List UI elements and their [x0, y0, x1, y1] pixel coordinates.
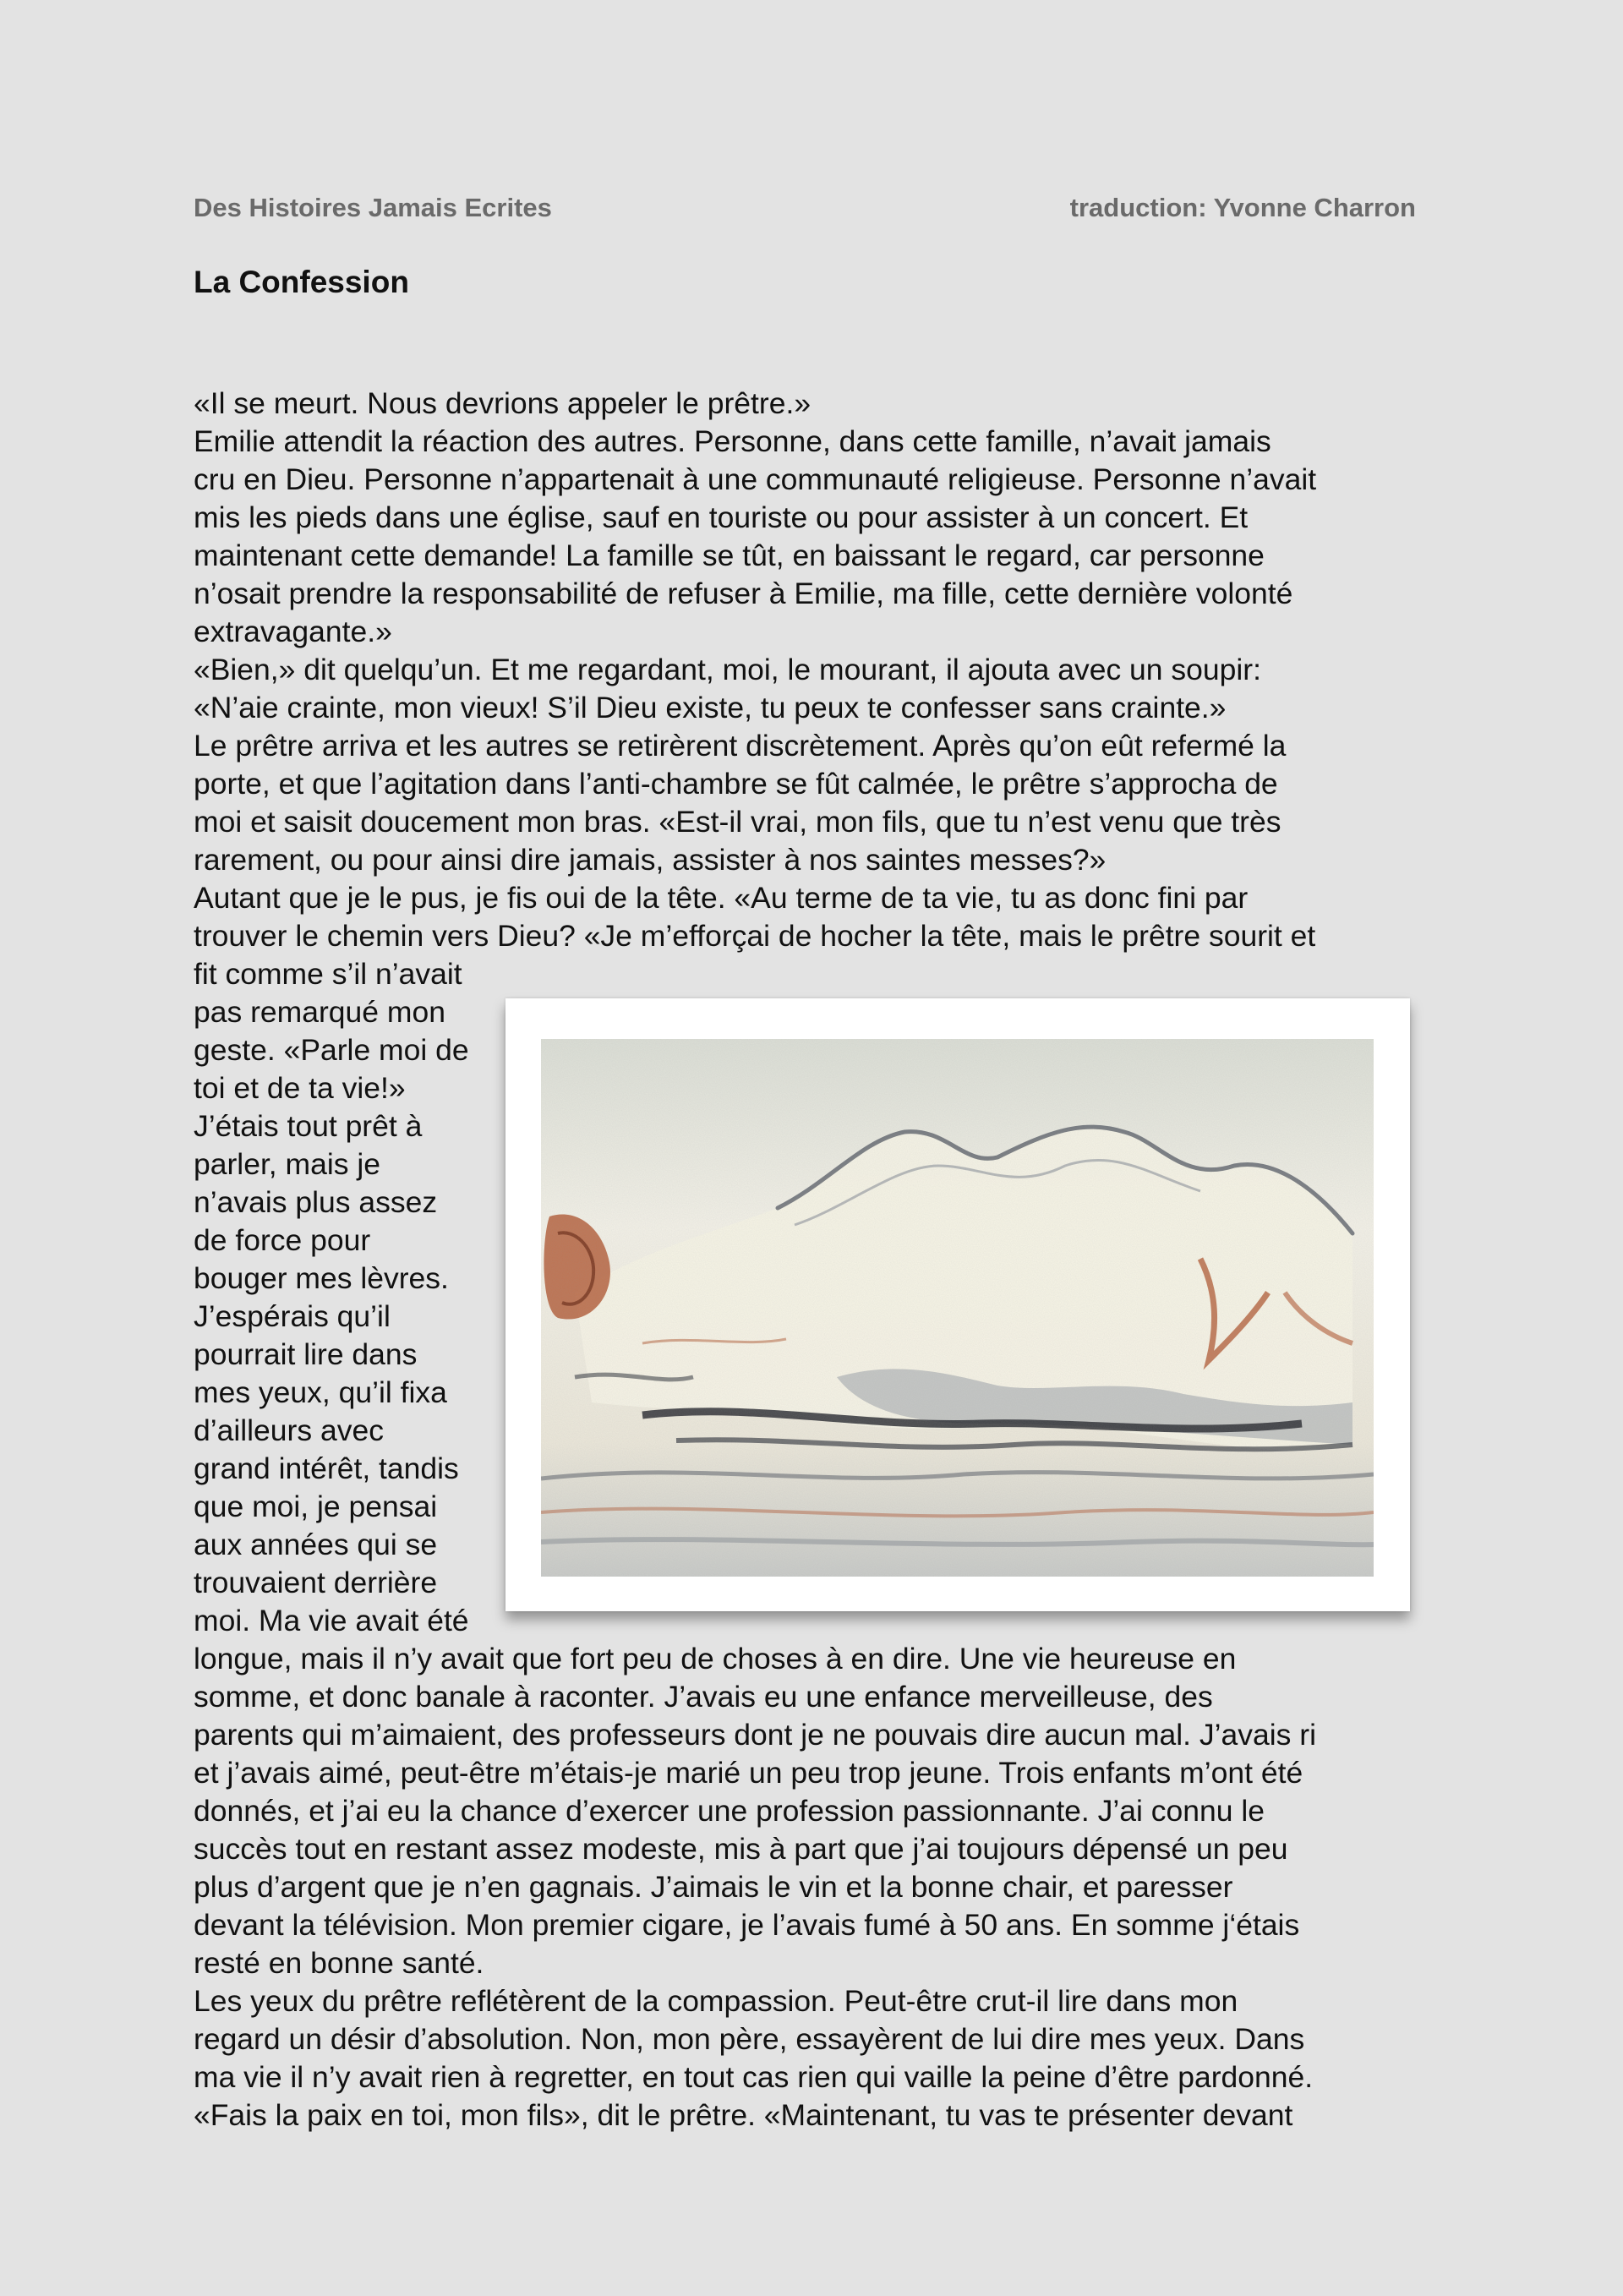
text-line: «Bien,» dit quelqu’un. Et me regardant, moi, le mourant, il ajouta avec un soupir: — [194, 653, 1261, 686]
text-line: Le prêtre arriva et les autres se retirèrent discrètement. Après qu’on eût refermé la — [194, 729, 1287, 763]
text-line: ma vie il n’y avait rien à regretter, en tout cas rien qui vaille la peine d’être pardonné. — [194, 2060, 1314, 2094]
text-line: fit comme s’il n’avait — [194, 957, 462, 991]
text-line: maintenant cette demande! La famille se tût, en baissant le regard, car personne — [194, 538, 1265, 572]
text-line: mes yeux, qu’il fixa — [194, 1375, 447, 1409]
text-line: moi et saisit doucement mon bras. «Est-il vrai, mon fils, que tu n’est venu que très — [194, 805, 1281, 839]
text-line: resté en bonne santé. — [194, 1946, 484, 1980]
text-line: que moi, je pensai — [194, 1490, 438, 1523]
story-text-top — [194, 385, 1428, 955]
story-text-bottom — [194, 1640, 1436, 2135]
text-line: moi. Ma vie avait été — [194, 1604, 469, 1637]
text-line: devant la télévision. Mon premier cigare, je l’avais fumé à 50 ans. En somme j‘étais — [194, 1908, 1300, 1942]
text-line: trouver le chemin vers Dieu? «Je m’efforçai de hocher la tête, mais le prêtre sourit et — [194, 919, 1316, 953]
text-line: regard un désir d’absolution. Non, mon père, essayèrent de lui dire mes yeux. Dans — [194, 2022, 1305, 2056]
text-line: d’ailleurs avec — [194, 1413, 384, 1447]
text-line: parler, mais je — [194, 1147, 380, 1181]
text-line: de force pour — [194, 1223, 371, 1257]
pastel-drawing-icon — [541, 1039, 1374, 1577]
text-line: n’osait prendre la responsabilité de refuser à Emilie, ma fille, cette dernière volonté — [194, 577, 1293, 610]
page-header — [194, 193, 1416, 223]
text-line: pourrait lire dans — [194, 1337, 418, 1371]
text-line: «Il se meurt. Nous devrions appeler le prêtre.» — [194, 386, 812, 420]
text-line: cru en Dieu. Personne n’appartenait à une communauté religieuse. Personne n’avait — [194, 462, 1317, 496]
text-line: J’étais tout prêt à — [194, 1109, 423, 1143]
text-line: trouvaient derrière — [194, 1566, 438, 1599]
text-line: porte, et que l’agitation dans l’anti-chambre se fût calmée, le prêtre s’approcha de — [194, 767, 1278, 801]
translator-credit: traduction: Yvonne Charron — [1069, 193, 1416, 222]
text-line: «Fais la paix en toi, mon fils», dit le prêtre. «Maintenant, tu vas te présenter devant — [194, 2098, 1293, 2132]
illustration-frame — [505, 998, 1410, 1611]
text-line: parents qui m’aimaient, des professeurs dont je ne pouvais dire aucun mal. J’avais ri — [194, 1718, 1316, 1752]
text-line: pas remarqué mon — [194, 995, 445, 1029]
text-line: n’avais plus assez — [194, 1185, 438, 1219]
text-line: geste. «Parle moi de — [194, 1033, 469, 1067]
text-line: extravagante.» — [194, 615, 392, 648]
text-line: somme, et donc banale à raconter. J’avais eu une enfance merveilleuse, des — [194, 1680, 1213, 1714]
story-text-wrapped — [194, 955, 515, 1640]
book-title: Des Histoires Jamais Ecrites — [194, 193, 552, 222]
text-line: grand intérêt, tandis — [194, 1451, 459, 1485]
text-line: mis les pieds dans une église, sauf en touriste ou pour assister à un concert. Et — [194, 500, 1249, 534]
text-line: bouger mes lèvres. — [194, 1261, 449, 1295]
text-line: succès tout en restant assez modeste, mis à part que j’ai toujours dépensé un peu — [194, 1832, 1288, 1866]
text-line: plus d’argent que je n’en gagnais. J’aimais le vin et la bonne chair, et paresser — [194, 1870, 1233, 1904]
text-line: et j’avais aimé, peut-être m’étais-je marié un peu trop jeune. Trois enfants m’ont été — [194, 1756, 1303, 1790]
text-line: «N’aie crainte, mon vieux! S’il Dieu existe, tu peux te confesser sans crainte.» — [194, 691, 1227, 724]
story-title: La Confession — [194, 265, 409, 299]
text-line: rarement, ou pour ainsi dire jamais, assister à nos saintes messes?» — [194, 843, 1107, 877]
text-line: longue, mais il n’y avait que fort peu de choses à en dire. Une vie heureuse en — [194, 1642, 1237, 1676]
text-line: toi et de ta vie!» — [194, 1071, 406, 1105]
text-line: Autant que je le pus, je fis oui de la tête. «Au terme de ta vie, tu as donc fini par — [194, 881, 1249, 915]
text-line: aux années qui se — [194, 1528, 438, 1561]
text-line: J’espérais qu’il — [194, 1299, 391, 1333]
text-line: Emilie attendit la réaction des autres. Personne, dans cette famille, n’avait jamais — [194, 424, 1271, 458]
text-line: Les yeux du prêtre reflétèrent de la compassion. Peut-être crut-il lire dans mon — [194, 1984, 1238, 2018]
text-line: donnés, et j’ai eu la chance d’exercer une profession passionnante. J’ai connu le — [194, 1794, 1265, 1828]
